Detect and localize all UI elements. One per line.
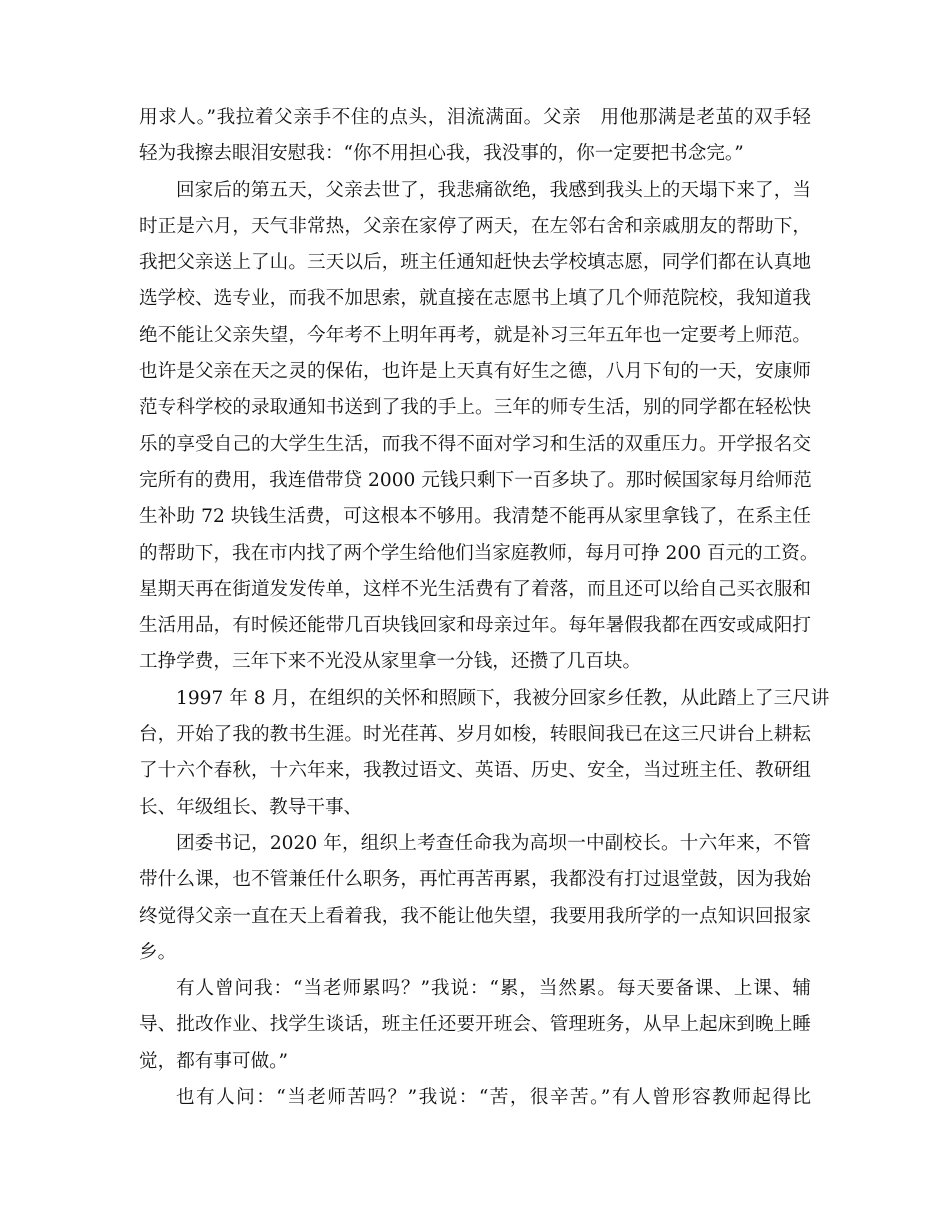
text-line: 终觉得父亲一直在天上看着我，我不能让他失望，我要用我所学的一点知识回报家	[139, 905, 811, 927]
text-line: 时正是六月，天气非常热，父亲在家停了两天，在左邻右舍和亲戚朋友的帮助下，	[139, 215, 811, 237]
text-line: 台，开始了我的教书生涯。时光荏苒、岁月如梭，转眼间我已在这三尺讲台上耕耘	[139, 724, 811, 746]
text-line: 乡。	[139, 941, 177, 963]
text-line: 乐的享受自己的大学生生活，而我不得不面对学习和生活的双重压力。开学报名交	[139, 433, 811, 455]
text-line: 觉，都有事可做。”	[139, 1050, 288, 1072]
text-line: 完所有的费用，我连借带贷 2000 元钱只剩下一百多块了。那时候国家每月给师范	[139, 469, 812, 491]
text-line: 选学校、选专业，而我不加思索，就直接在志愿书上填了几个师范院校，我知道我	[139, 288, 811, 310]
text-line: 星期天再在街道发发传单，这样不光生活费有了着落，而且还可以给自己买衣服和	[139, 578, 811, 600]
text-line: 范专科学校的录取通知书送到了我的手上。三年的师专生活，别的同学都在轻松快	[139, 397, 811, 419]
text-line: 轻为我擦去眼泪安慰我：“你不用担心我，我没事的，你一定要把书念完。”	[139, 143, 744, 165]
text-line: 团委书记，2020 年，组织上考查任命我为高坝一中副校长。十六年来，不管	[176, 832, 811, 854]
text-line: 也有人问：“当老师苦吗？”我说：“苦，很辛苦。”有人曾形容教师起得比	[176, 1087, 811, 1109]
text-line: 回家后的第五天，父亲去世了，我悲痛欲绝，我感到我头上的天塌下来了，当	[176, 179, 811, 201]
text-line: 用求人。”我拉着父亲手不住的点头，泪流满面。父亲 用他那满是老茧的双手轻	[139, 107, 811, 128]
text-line: 了十六个春秋，十六年来，我教过语文、英语、历史、安全，当过班主任、教研组	[139, 760, 811, 782]
text-line: 导、批改作业、找学生谈话，班主任还要开班会、管理班务，从早上起床到晚上睡	[139, 1014, 811, 1036]
document-body	[139, 100, 830, 1116]
text-line: 生补助 72 块钱生活费，可这根本不够用。我清楚不能再从家里拿钱了，在系主任	[139, 506, 811, 528]
text-line: 绝不能让父亲失望，今年考不上明年再考，就是补习三年五年也一定要考上师范。	[139, 324, 811, 346]
text-line: 带什么课，也不管兼任什么职务，再忙再苦再累，我都没有打过退堂鼓，因为我始	[139, 869, 811, 891]
text-line: 也许是父亲在天之灵的保佑，也许是上天真有好生之德，八月下旬的一天，安康师	[139, 361, 811, 383]
text-line: 我把父亲送上了山。三天以后，班主任通知赶快去学校填志愿，同学们都在认真地	[139, 252, 811, 274]
text-line: 工挣学费，三年下来不光没从家里拿一分钱，还攒了几百块。	[139, 651, 642, 673]
text-line: 生活用品，有时候还能带几百块钱回家和母亲过年。每年暑假我都在西安或咸阳打	[139, 615, 811, 637]
text-line: 的帮助下，我在市内找了两个学生给他们当家庭教师，每月可挣 200 百元的工资。	[139, 542, 819, 564]
text-line: 长、年级组长、教导干事、	[139, 796, 363, 818]
text-line: 1997 年 8 月，在组织的关怀和照顾下，我被分回家乡任教，从此踏上了三尺讲	[176, 687, 830, 709]
text-line: 有人曾问我：“当老师累吗？”我说：“累，当然累。每天要备课、上课、辅	[176, 978, 811, 1000]
